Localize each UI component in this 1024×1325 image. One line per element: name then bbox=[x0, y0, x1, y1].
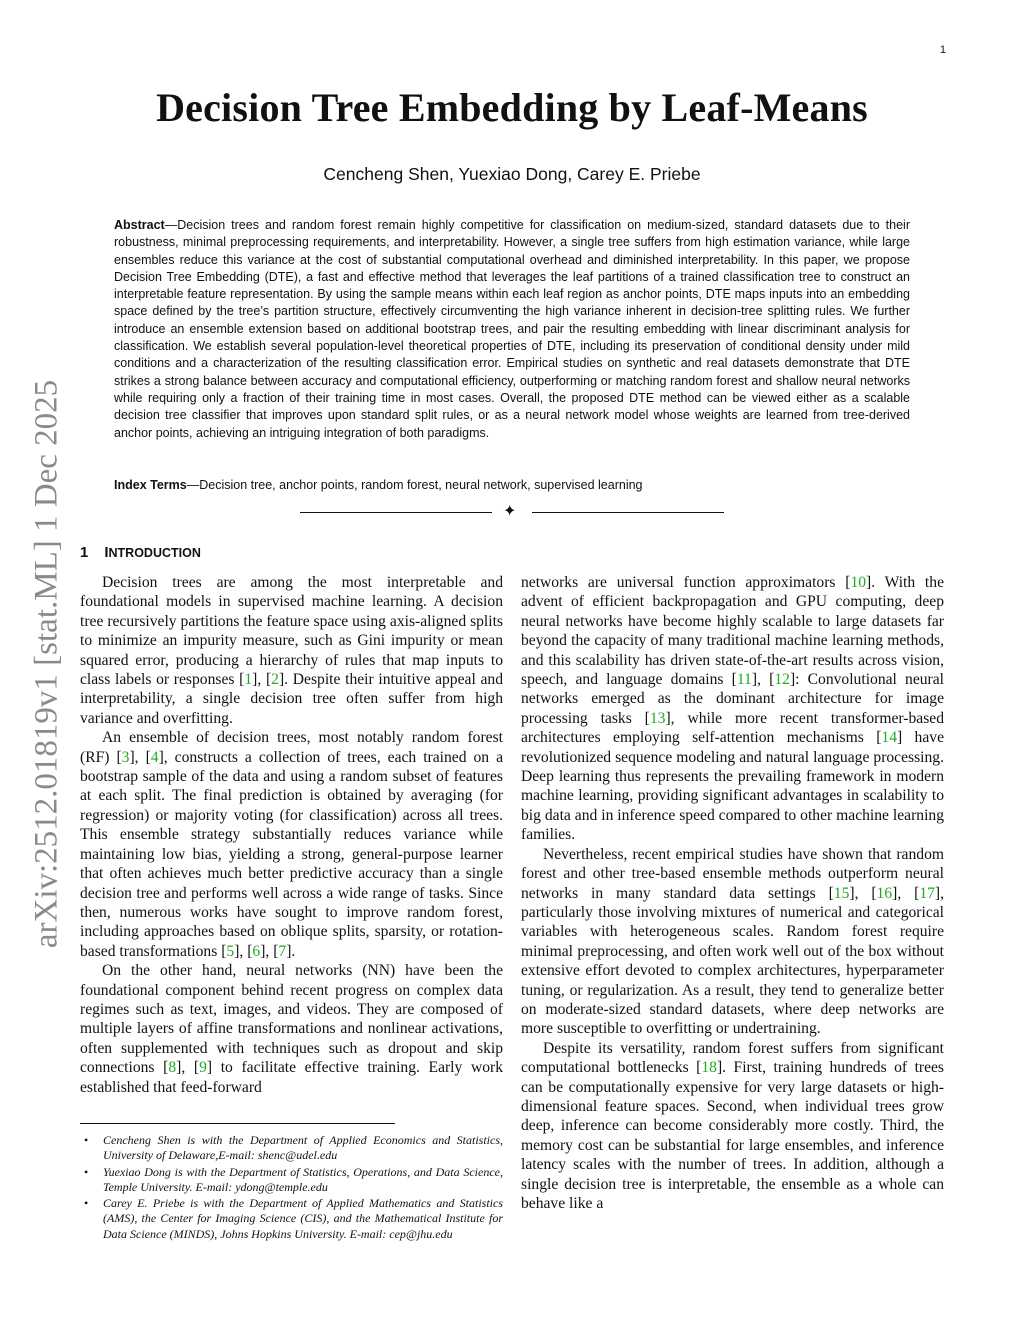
citation-link[interactable]: 7 bbox=[278, 942, 287, 960]
citation-link[interactable]: 18 bbox=[701, 1059, 717, 1077]
index-terms bbox=[114, 478, 910, 492]
citation-link[interactable]: 1 bbox=[244, 671, 253, 689]
abstract bbox=[114, 217, 910, 442]
paper-title: Decision Tree Embedding by Leaf-Means bbox=[156, 85, 868, 130]
citation-link[interactable]: 8 bbox=[168, 1059, 177, 1077]
footnote bbox=[80, 1165, 503, 1196]
paragraph: networks are universal function approximators [10]. With the advent of efficient backpropagation and GPU computing, deep neural networks have become highly scalable to large datasets far beyond the capacity of many traditional machine learning methods, and this scalability has driven state-of-the-art results across vision, speech, and language domains [11], [12]: Convolutional neural networks emerged as the dominant architecture for image processing tasks [13], while more recent transformer-based architectures employing self-attention mechanisms [14] have revolutionized sequence modeling and natural language processing. Deep learning thus represents the prevailing framework in modern machine learning, providing significant advantages in scalability to big data and in inference speed compared to other machine learning families. bbox=[521, 574, 945, 844]
footnote-bullet: • bbox=[84, 1164, 89, 1179]
left-text-column bbox=[80, 573, 503, 1097]
page-number: 1 bbox=[939, 44, 946, 56]
section-separator bbox=[300, 504, 724, 522]
citation-link[interactable]: 12 bbox=[774, 671, 790, 689]
citation-link[interactable]: 4 bbox=[150, 748, 159, 766]
section-number: 1 bbox=[80, 544, 89, 561]
footnote-bullet: • bbox=[84, 1133, 89, 1147]
citation-link[interactable]: 2 bbox=[271, 671, 279, 689]
footnote bbox=[80, 1196, 503, 1242]
footnote bbox=[80, 1133, 503, 1164]
citation-link[interactable]: 9 bbox=[199, 1059, 207, 1077]
citation-link[interactable]: 6 bbox=[252, 942, 261, 960]
citation-link[interactable]: 13 bbox=[649, 709, 666, 727]
footnote-text: Carey E. Priebe is with the Department of Applied Mathematics and Statistics (AMS), the Center for Imaging Science (CIS), and the Mathematical Institute for Data Science (MINDS), Johns Hopkins University. E-mail: cep@jhu.edu bbox=[103, 1196, 503, 1241]
citation-link[interactable]: 5 bbox=[226, 942, 235, 960]
footnote-text: Cencheng Shen is with the Department of Applied Economics and Statistics, University of Delaware,E-mail: shenc@udel.edu bbox=[103, 1133, 503, 1163]
separator-line-right bbox=[532, 512, 724, 513]
section-heading-introduction bbox=[80, 544, 201, 561]
footnote-rule bbox=[80, 1123, 395, 1124]
citation-link[interactable]: 17 bbox=[919, 884, 935, 902]
abstract-text: —Decision trees and random forest remain highly competitive for classification on medium-sized, standard datasets due to their robustness, minimal preprocessing requirements, and interpretability. However, a single tree suffers from high estimation variance, while large ensembles reduce this variance at the cost of substantial computational overhead and diminished interpretability. In this paper, we propose Decision Tree Embedding (DTE), a fast and effective method that leverages the leaf partitions of a trained classification tree to construct an interpretable feature representation. By using the sample means within each leaf region as anchor points, DTE maps inputs into an embedding space defined by the tree’s partition structure, effectively circumventing the high variance inherent in decision-tree splitting rules. We further introduce an ensemble extension based on additional bootstrap trees, and pair the resulting embedding with linear discriminant analysis for classification. We establish several population-level theoretical properties of DTE, including its preservation of conditional density under mild conditions and a characterization of the resulting classification error. Empirical studies on synthetic and real datasets demonstrate that DTE strikes a strong balance between accuracy and computational efficiency, outperforming or matching random forest and shallow neural networks while requiring only a fraction of their training time in most cases. Overall, the proposed DTE method can be viewed either as a scalable decision tree classifier that improves upon standard split rules, or as a neural network model whose weights are learned from tree-derived anchor points, achieving an intriguing integration of both paradigms. bbox=[114, 218, 910, 440]
paragraph: Nevertheless, recent empirical studies have shown that random forest and other tree-based ensemble methods outperform neural networks in many standard data settings [15], [16], [17], particularly those involving mixtures of numerical and categorical variables with heterogeneous scales. Random forest require minimal preprocessing, and often work well out of the box without extensive effort devoted to complex architectures, hyperparameter tuning, or regularization. As a result, they tend to generalize better on moderate-sized standard datasets, where deep networks are more susceptible to overfitting or undertraining. bbox=[521, 845, 945, 1038]
right-text-column bbox=[521, 573, 944, 1213]
footnotes bbox=[80, 1133, 503, 1243]
paragraph: On the other hand, neural networks (NN) have been the foundational component behind recent progress on complex data regimes such as text, images, and videos. They are composed of multiple layers of affine transformations and nonlinear activations, often supplemented with techniques such as dropout and skip connections [8], [9] to facilitate effective training. Early work established that feed-forward bbox=[80, 962, 503, 1096]
section-title-initial: I bbox=[104, 544, 109, 561]
separator-diamond-icon: ✦ bbox=[503, 503, 517, 520]
paragraph: Decision trees are among the most interpretable and foundational models in supervised machine learning. A decision tree recursively partitions the feature space using axis-aligned splits to minimize an impurity measure, such as Gini impurity or mean squared error, producing a hierarchy of rules that map inputs to class labels or responses [1], [2]. Despite their intuitive appeal and interpretability, a single decision tree often suffer from high variance and overfitting. bbox=[80, 574, 504, 727]
citation-link[interactable]: 14 bbox=[881, 729, 897, 747]
citation-link[interactable]: 16 bbox=[876, 884, 893, 902]
citation-link[interactable]: 3 bbox=[121, 748, 130, 766]
footnote-bullet: • bbox=[84, 1196, 89, 1211]
citation-link[interactable]: 11 bbox=[736, 671, 752, 689]
citation-link[interactable]: 15 bbox=[833, 884, 850, 902]
abstract-label: Abstract bbox=[114, 218, 165, 232]
separator-line-left bbox=[300, 512, 492, 513]
arxiv-identifier-stamp: arXiv:2512.01819v1 [stat.ML] 1 Dec 2025 bbox=[28, 379, 65, 949]
footnote-text: Yuexiao Dong is with the Department of Statistics, Operations, and Data Science, Temple University. E-mail: ydong@temple.edu bbox=[103, 1164, 503, 1194]
index-terms-label: Index Terms bbox=[114, 478, 187, 492]
author-list: Cencheng Shen, Yuexiao Dong, Carey E. Priebe bbox=[323, 164, 701, 184]
paragraph: Despite its versatility, random forest suffers from significant computational bottlenecks [18]. First, training hundreds of trees can be computationally expensive for very large datasets or high-dimensional feature spaces. Second, when individual trees grow deep, inference can become considerably more costly. Third, the memory cost can be substantial for large ensembles, and inference latency scales with the number of trees. In addition, although a single decision tree is interpretable, the ensemble as a whole can behave like a bbox=[521, 1039, 945, 1212]
paragraph: An ensemble of decision trees, most notably random forest (RF) [3], [4], constructs a collection of trees, each trained on a bootstrap sample of the data and using a random subset of features at each split. The final prediction is obtained by averaging (for regression) or majority voting (for classification) across all trees. This ensemble strategy substantially reduces variance while maintaining low bias, yielding a strong, general-purpose learner that often achieves much better predictive accuracy than a single decision tree and performs well across a wide range of tasks. Since then, numerous works have sought to improve random forest, including approaches based on oblique splits, sparsity, or rotation-based transformations [5], [6], [7]. bbox=[80, 729, 504, 960]
index-terms-text: —Decision tree, anchor points, random forest, neural network, supervised learning bbox=[186, 478, 643, 492]
citation-link[interactable]: 10 bbox=[850, 574, 867, 591]
section-title-rest: NTRODUCTION bbox=[108, 546, 201, 560]
